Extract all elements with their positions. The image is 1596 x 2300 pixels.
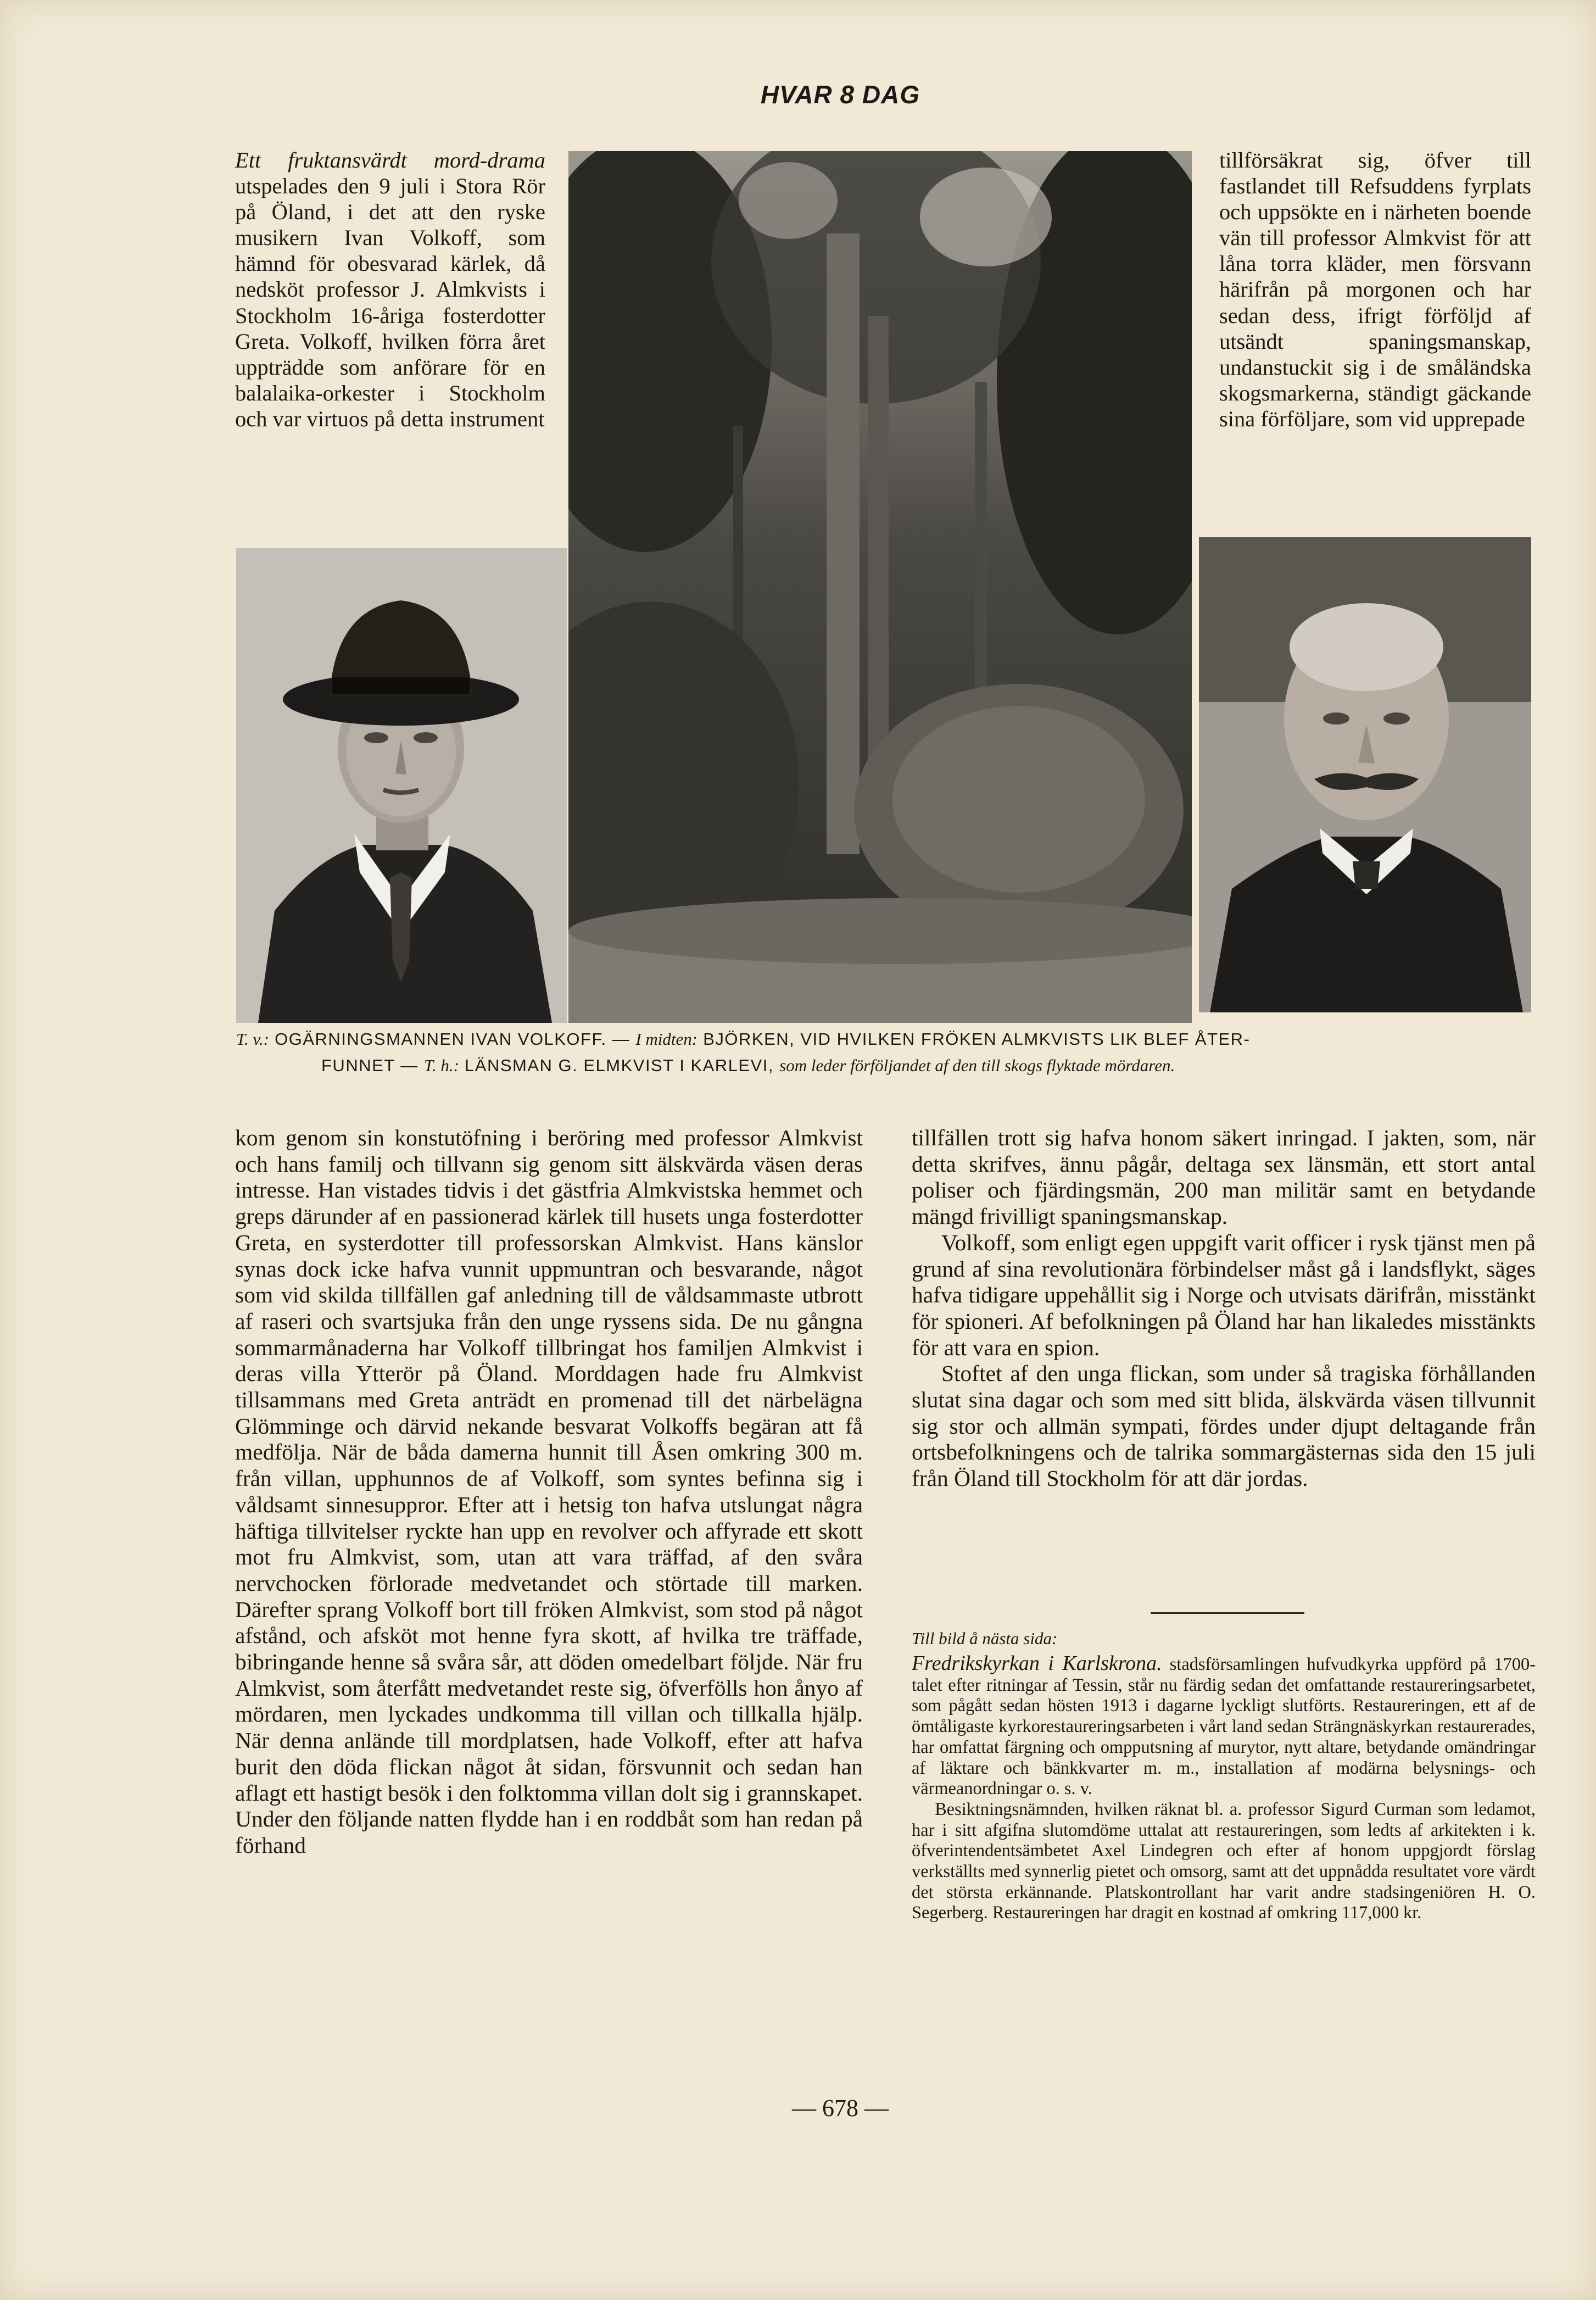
- intro-text: utspelades den 9 juli i Stora Rör på Öland, i det att den ryske musikern Ivan Volkoff, som hämnd för obesvarad kärlek, då nedsköt professor J. Almkvists i Stockholm 16-åriga fosterdotter Greta. Volkoff, hvilken förra året uppträdde som anförare för en balalaika-orkester i Stockholm och var virtuos på detta instrument: [235, 174, 545, 431]
- left-body-paragraph: kom genom sin konstutöfning i beröring med professor Almkvist och hans familj och tillvann sig genom sitt älskvärda väsen deras intresse. Han vistades tidvis i det gästfria Almkvistska hemmet och greps därunder af en passionerad kärlek till husets unga fosterdotter Greta, en systerdotter till professorskan Almkvist. Hans känslor synas dock icke hafva vunnit uppmuntran och besvarande, något som vid skilda tillfällen gaf anledning till de våldsammaste utbrott af raseri och svartsjuka från den unge ryssens sida. De nu gångna sommarmånaderna har Volkoff tillbringat hos familjen Almkvist i deras villa Ytterör på Öland. Morddagen hade fru Almkvist tillsammans med Greta anträdt en promenad till det närbelägna Glömminge och därvid nekande besvarat Volkoffs begäran att få medfölja. När de båda damerna hunnit till Åsen omkring 300 m. från villan, upphunnos de af Volkoff, som syntes befinna sig i våldsamt sinnesuppror. Efter att i hetsig ton hafva utslungat några häftiga tillvitelser ryckte han upp en revolver och affyrade ett skott mot fru Almkvist, som, utan att vara träffad, af den svåra nervchocken förlorade medvetandet och störtade till marken. Därefter sprang Volkoff bort till fröken Almkvist, som stod på något afstånd, och afsköt mot henne fyra skott, af hvilka tre träffade, bibringande henne så svåra sår, att döden omedelbart följde. När fru Almkvist, som återfått medvetandet reste sig, öfverfölls hon ånyo af mördaren, men lyckades undkomma till villan och tillkalla hjälp. När denna anlände till mordplatsen, hade Volkoff, efter att hafva burit den döda flickan något åt sidan, försvunnit och sedan han aflagt ett hastigt besök i den folktomma villan dolt sig i grannskapet. Under den följande natten flydde han i en roddbåt som han redan på förhand: [235, 1125, 863, 1858]
- page-number: — 678 —: [792, 2095, 889, 2121]
- caption-right-text: LÄNSMAN G. ELMKVIST I KARLEVI,: [465, 1056, 774, 1075]
- caption-right-description: som leder förföljandet af den till skogs flyktade mördaren.: [779, 1056, 1175, 1075]
- right-body-paragraph-2: Volkoff, som enligt egen uppgift varit officer i rysk tjänst men på grund af sina revolutionära förbindelser måst gå i landsflykt, säges hafva tidigare uppehållit sig i Norge och utvisats därifrån, misstänkt för spioneri. Af befolkningen på Öland har han likaledes misstänkts för att vara en spion.: [912, 1229, 1536, 1360]
- note-heading: Till bild å nästa sida:: [912, 1629, 1058, 1648]
- note-paragraph-2: Besiktningsnämnden, hvilken räknat bl. a. professor Sigurd Curman som ledamot, har i sitt afgifna slutomdöme uttalat att restaureringen, som ledts af arkitekten i k. öfverintendentsämbetet Axel Lindegren och efter af honom uppgjordt förslag verkställts med synnerlig pietet och omsorg, samt att det uppnådda resultatet vore värdt det största erkännande. Platskontrollant har varit andre stadsingeniören H. O. Segerberg. Restaureringen har dragit en kostnad af omkring 117,000 kr.: [912, 1799, 1536, 1923]
- photo-caption: [236, 1026, 1531, 1079]
- caption-line-2: [236, 1052, 1531, 1079]
- note-paragraph-1: stadsförsamlingen hufvudkyrka uppförd på 1700-talet efter ritningar af Tessin, står nu färdig sedan det omfattande restaureringsarbetet, som pågått sedan hösten 1913 i dagarne lyckligt slutförts. Restaureringen, ett af de ömtåligaste kyrkorestaureringsarbeten i vårt land sedan Strängnäskyrkan restaurerades, har omfattat färgning och ompputsning af murytor, nytt altare, betydande omändringar af läktare och bänkkvarter m. m., installation af modärna belysnings- och värmeanordningar o. s. v.: [912, 1655, 1536, 1799]
- caption-middle-text: BJÖRKEN, VID HVILKEN FRÖKEN ALMKVISTS LIK BLEF ÅTER-: [703, 1029, 1251, 1049]
- right-body-paragraph-3: Stoftet af den unga flickan, som under så tragiska förhållanden slutat sina dagar och som med sitt blida, älskvärda väsen tillvunnit sig stor och allmän sympati, fördes under djupt deltagande från ortsbefolkningens och de talrika sommargästernas sida den 15 juli från Öland till Stockholm för att där jordas.: [912, 1361, 1536, 1491]
- left-body-column: [235, 1125, 863, 1859]
- page-header: HVAR 8 DAG: [760, 80, 920, 109]
- right-top-paragraph: [1219, 147, 1531, 432]
- section-divider: [1151, 1612, 1304, 1614]
- right-top-text: tillförsäkrat sig, öfver till fastlandet till Refsuddens fyrplats och uppsökte en i närheten boende vän till professor Almkvist för att låna torra kläder, men försvann härifrån på morgonen och har sedan dess, ifrigt förföljd af utsändt spaningsmanskap, undanstuckit sig i de småländska skogsmarkerna, ständigt gäckande sina förföljare, som vid upprepade: [1219, 148, 1531, 431]
- right-body-paragraph-1: tillfällen trott sig hafva honom säkert inringad. I jakten, som, när detta skrifves, ännu pågår, deltaga sex länsmän, ett stort antal poliser och fjärdingsmän, 200 man militär samt en betydande mängd frivilligt spaningsmanskap.: [912, 1125, 1536, 1229]
- caption-middle-marker: I midten:: [635, 1029, 698, 1049]
- caption-right-marker: T. h.:: [423, 1056, 459, 1075]
- caption-line-1: [236, 1026, 1531, 1052]
- birch-forest-photo: [568, 151, 1192, 1023]
- church-note: [912, 1653, 1536, 1924]
- portrait-volkoff-photo: [236, 548, 567, 1023]
- intro-lead: Ett fruktansvärdt mord-drama: [235, 148, 545, 172]
- caption-left-marker: T. v.:: [236, 1029, 269, 1049]
- caption-middle-text-end: FUNNET —: [321, 1056, 418, 1075]
- caption-left-text: OGÄRNINGSMANNEN IVAN VOLKOFF. —: [275, 1029, 630, 1049]
- intro-paragraph: [235, 147, 545, 432]
- note-lead: Fredrikskyrkan i Karlskrona.: [912, 1652, 1162, 1675]
- right-body-column: [912, 1125, 1536, 1492]
- portrait-elmkvist-photo: [1199, 537, 1531, 1012]
